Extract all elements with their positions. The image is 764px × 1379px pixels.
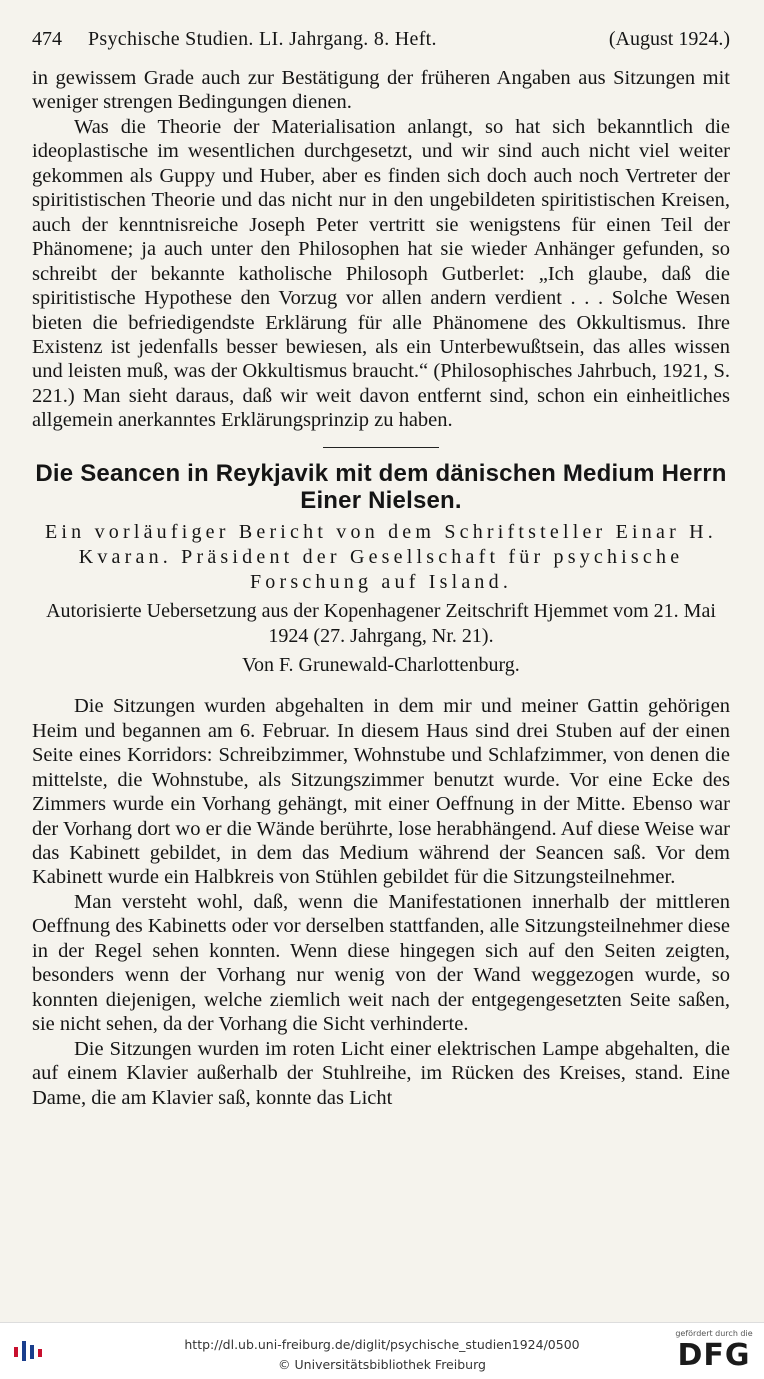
copyright-notice: © Universitätsbibliothek Freiburg [278, 1357, 486, 1372]
page-body [32, 66, 730, 1110]
translation-note: Autorisierte Uebersetzung aus der Kopenhagener Zeitschrift Hjemmet vom 21. Mai 1924 (27. Jahrgang, Nr. 21). [46, 600, 716, 648]
paragraph-continued: in gewissem Grade auch zur Bestätigung der früheren Angaben aus Sitzungen mit weniger strengen Bedingungen dienen. [32, 67, 730, 114]
dfg-logo [672, 1329, 756, 1373]
article-title: Die Seancen in Reykjavik mit dem dänischen Medium Herrn Einer Nielsen. [35, 460, 727, 515]
section-divider [323, 447, 439, 449]
issue-date: (August 1924.) [608, 28, 730, 50]
dfg-sponsor-caption: gefördert durch die [675, 1329, 753, 1338]
paragraph-sessions-location: Die Sitzungen wurden abgehalten in dem mir und meiner Gattin gehörigen Heim und begannen am 6. Februar. In diesem Haus sind drei Stuben auf der einen Seite eines Korridors: Schreibzimmer, Wohnstube und Schlafzimmer, von denen die mittelste, die Wohnstube, als Sitzungszimmer benutzt wurde. Vor eine Ecke des Zimmers wurde ein Vorhang gehängt, mit einer Oeffnung in der Mitte. Ebenso war der Vorhang dort wo er die Wände berührte, lose herabhängend. Auf diese Weise war das Kabinett gebildet, in dem das Medium während der Seancen saß. Vor dem Kabinett wurde ein Halbkreis von Stühlen gebildet für die Sitzungsteilnehmer. [32, 695, 730, 889]
paragraph-materialisation-theory: Was die Theorie der Materialisation anlangt, so hat sich bekanntlich die ideoplastische im wesentlichen durchgesetzt, und wir sind auch nicht viel weiter gekommen als Guppy und Huber, aber es finden sich doch auch noch Vertreter der spiritistischen Theorie und das nicht nur in den ungebildeten spiritistischen Kreisen, auch der kenntnisreiche Joseph Peter vertritt sie wenigstens für einen Teil der Phänomene; ja auch unter den Philosophen hat sie wieder Anhänger gefunden, so schreibt der bekannte katholische Philosoph Gutberlet: „Ich glaube, daß die spiritistische Hypothese den Vorzug vor allen andern verdient . . . Solche Wesen bieten die befriedigendste Erklärung für alle Phänomene des Okkultismus. Ihre Existenz ist jedenfalls besser bewiesen, als ein Unterbewußtsein, das alles wissen und leisten muß, was der Okkultismus braucht.“ (Philosophisches Jahrbuch, 1921, S. 221.) Man sieht daraus, daß wir weit davon entfernt sind, schon ein einheitliches allgemein anerkanntes Erklärungsprinzip zu haben. [32, 115, 730, 432]
digital-library-footer [0, 1322, 764, 1379]
page-number: 474 [32, 28, 62, 50]
paragraph-red-light: Die Sitzungen wurden im roten Licht einer elektrischen Lampe abgehalten, die auf einem Klavier außerhalb der Stuhlreihe, im Rücken des Kreises, stand. Eine Dame, die am Klavier saß, konnte das Licht [32, 1037, 730, 1109]
journal-title: Psychische Studien. LI. Jahrgang. 8. Heft. [88, 28, 437, 50]
dfg-wordmark: DFG [677, 1338, 751, 1373]
source-url[interactable]: http://dl.ub.uni-freiburg.de/diglit/psychische_studien1924/0500 [184, 1337, 580, 1352]
paragraph-visibility: Man versteht wohl, daß, wenn die Manifestationen innerhalb der mittleren Oeffnung des Kabinetts oder vor derselben stattfanden, alle Sitzungsteilnehmer diese in der Regel sehen konnten. Wenn diese hingegen sich auf den Seiten zeigten, besonders wenn der Vorhang nur wenig von der Wand weggezogen wurde, so konnten diejenigen, welche ziemlich weit nach der entgegengesetzten Seite saßen, sie nicht sehen, da der Vorhang die Sicht verhinderte. [32, 890, 730, 1036]
page-header [32, 28, 730, 58]
article-subtitle: Ein vorläufiger Bericht von dem Schriftsteller Einar H. Kvaran. Präsident der Gesellschaft für psychische Forschung auf Island. [45, 521, 717, 594]
translator-byline: Von F. Grunewald-Charlottenburg. [242, 654, 520, 677]
